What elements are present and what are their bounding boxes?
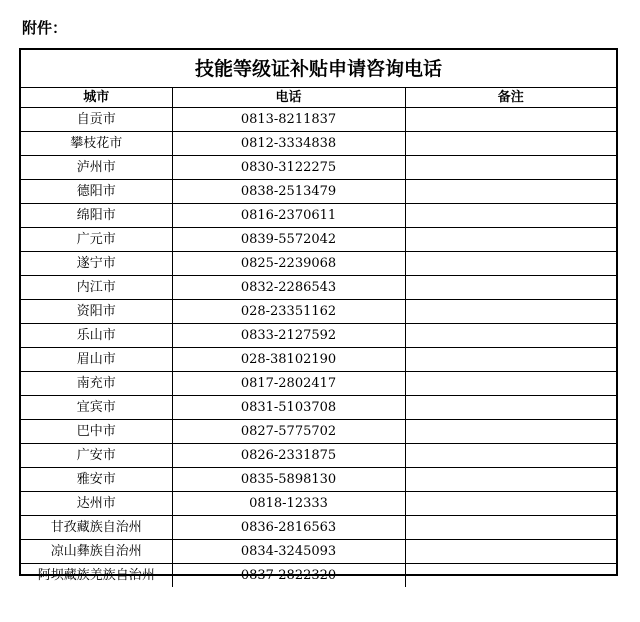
cell-phone: 0833-2127592 [172,324,405,348]
cell-phone: 0831-5103708 [172,396,405,420]
cell-note [405,180,616,204]
cell-city: 南充市 [21,372,172,396]
table-row [21,540,616,564]
cell-phone: 0818-12333 [172,492,405,516]
table-row [21,180,616,204]
cell-city: 达州市 [21,492,172,516]
cell-note [405,300,616,324]
cell-phone: 0838-2513479 [172,180,405,204]
cell-city: 自贡市 [21,108,172,132]
cell-city: 阿坝藏族羌族自治州 [21,564,172,588]
header-note: 备注 [405,88,616,108]
table-body [21,108,616,588]
table-row [21,492,616,516]
attachment-label: 附件： [22,19,68,37]
table-row [21,348,616,372]
cell-city: 乐山市 [21,324,172,348]
header-row [21,88,616,108]
cell-city: 眉山市 [21,348,172,372]
cell-city: 内江市 [21,276,172,300]
contact-table [19,48,618,583]
cell-phone: 0830-3122275 [172,156,405,180]
cell-city: 资阳市 [21,300,172,324]
cell-city: 遂宁市 [21,252,172,276]
cell-note [405,348,616,372]
table-row [21,396,616,420]
cell-phone: 028-38102190 [172,348,405,372]
cell-city: 泸州市 [21,156,172,180]
table-row [21,204,616,228]
cell-phone: 0832-2286543 [172,276,405,300]
table-row [21,420,616,444]
cell-city: 甘孜藏族自治州 [21,516,172,540]
cell-city: 绵阳市 [21,204,172,228]
table-row [21,300,616,324]
cell-phone: 0826-2331875 [172,444,405,468]
cell-phone: 0835-5898130 [172,468,405,492]
table-row [21,132,616,156]
cell-city: 广元市 [21,228,172,252]
cell-note [405,444,616,468]
cell-note [405,252,616,276]
table-title: 技能等级证补贴申请咨询电话 [21,50,616,88]
phone-table [21,88,616,587]
cell-note [405,372,616,396]
cell-phone: 0834-3245093 [172,540,405,564]
cell-note [405,276,616,300]
cell-phone: 0839-5572042 [172,228,405,252]
cell-city: 德阳市 [21,180,172,204]
cell-note [405,228,616,252]
cell-phone: 0817-2802417 [172,372,405,396]
cell-phone: 0827-5775702 [172,420,405,444]
cell-phone: 0825-2239068 [172,252,405,276]
table-row [21,564,616,588]
table-row [21,156,616,180]
cell-note [405,204,616,228]
cell-note [405,108,616,132]
cell-note [405,420,616,444]
table-row [21,276,616,300]
cell-note [405,396,616,420]
table-row [21,372,616,396]
cell-note [405,156,616,180]
cell-phone: 0812-3334838 [172,132,405,156]
table-row [21,324,616,348]
cell-city: 雅安市 [21,468,172,492]
cell-city: 宜宾市 [21,396,172,420]
cell-city: 攀枝花市 [21,132,172,156]
cell-phone: 0813-8211837 [172,108,405,132]
cell-note [405,492,616,516]
table-row [21,108,616,132]
table-row [21,516,616,540]
table-row [21,468,616,492]
cell-note [405,468,616,492]
cell-city: 巴中市 [21,420,172,444]
cell-phone: 028-23351162 [172,300,405,324]
cell-phone: 0837-2822320 [172,564,405,588]
header-city: 城市 [21,88,172,108]
cell-note [405,540,616,564]
header-phone: 电话 [172,88,405,108]
cell-phone: 0816-2370611 [172,204,405,228]
cell-city: 凉山彝族自治州 [21,540,172,564]
table-row [21,228,616,252]
cell-note [405,132,616,156]
table-row [21,252,616,276]
cell-phone: 0836-2816563 [172,516,405,540]
cell-note [405,564,616,588]
cell-note [405,516,616,540]
table-row [21,444,616,468]
cell-note [405,324,616,348]
cell-city: 广安市 [21,444,172,468]
